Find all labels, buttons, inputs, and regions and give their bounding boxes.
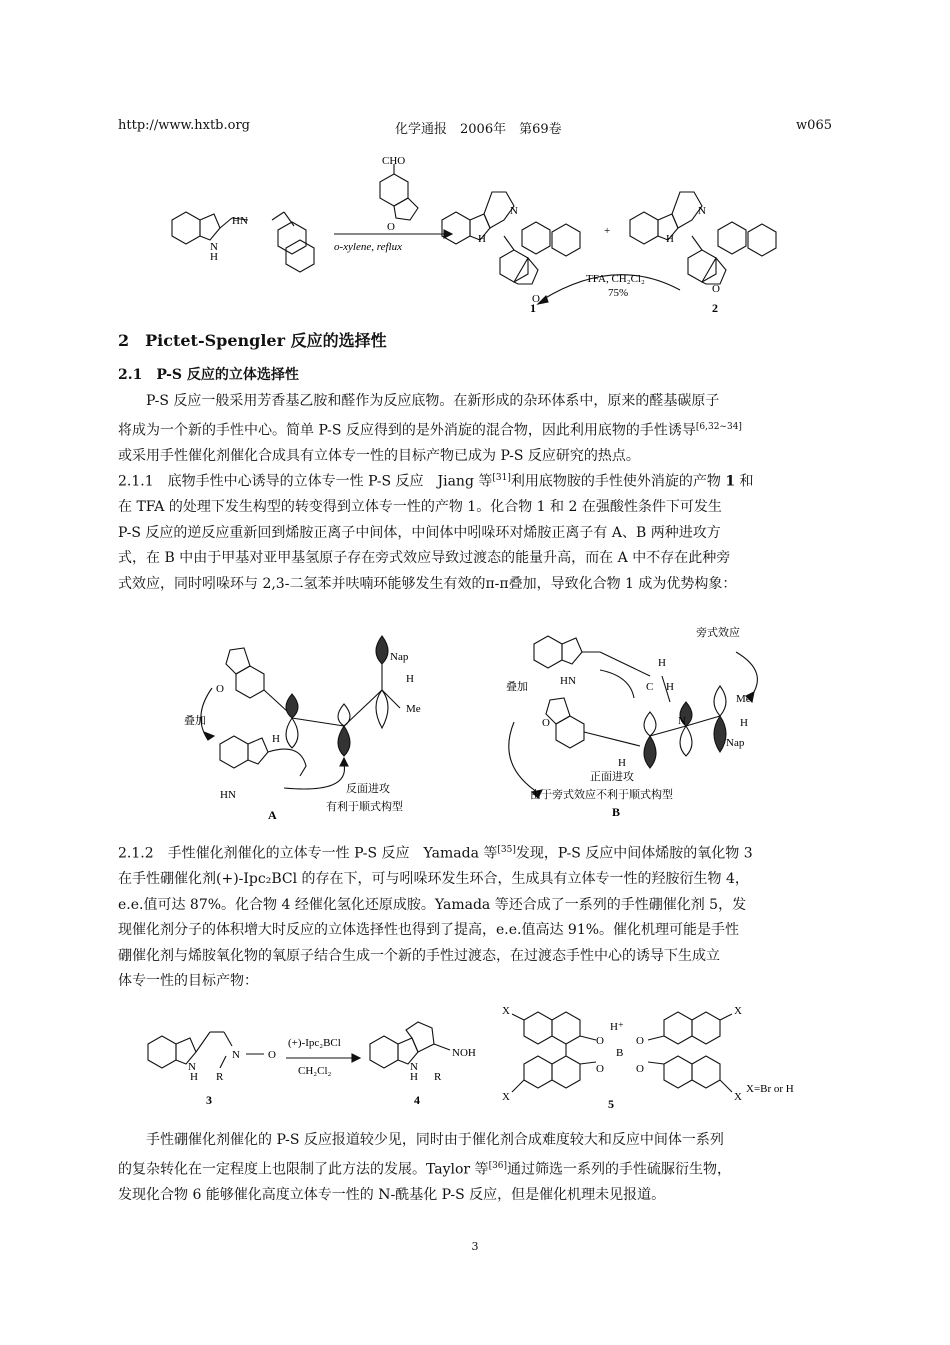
p2-line-3: P-S 反应的逆反应重新回到烯胺正离子中间体，中间体中吲哚环对烯胺正离子有 A、B 两种进攻方 (118, 524, 721, 541)
p4-citation[interactable]: [36] (488, 1160, 508, 1171)
p1-o-label: O (532, 293, 540, 305)
p3-line-4: 现催化剂分子的体积增大时反应的立体选择性也得到了提高，e.e.值高达 91%。催化机理可能是手性 (118, 922, 740, 939)
p3-line-5: 硼催化剂与烯胺氧化物的氧原子结合生成一个新的手性过渡态，在过渡态手性中心的诱导下生成立 (118, 947, 720, 964)
p3-line-1 (118, 838, 832, 867)
a-caption-2: 有利于顺式构型 (326, 801, 403, 813)
b-h3-label: H (740, 717, 748, 729)
p1-h-label: H (478, 233, 486, 245)
c5-x3-label: X (502, 1091, 510, 1103)
b-n-label: N (678, 715, 686, 727)
header-url[interactable]: http://www.hxtb.org (118, 118, 250, 133)
c5-b-label: B (616, 1047, 624, 1059)
p1-line-2-text: 将成为一个新的手性中心。简单 P-S 反应得到的是外消旋的混合物，因此利用底物的手性诱导 (118, 422, 696, 439)
paragraph-3 (118, 838, 832, 995)
section-2-1-title: 2.1 P-S 反应的立体选择性 (118, 367, 299, 383)
p1-citation[interactable]: [6,32~34] (695, 421, 742, 432)
plus-sign: + (604, 225, 611, 237)
c4-n-label: N (410, 1061, 418, 1073)
c3-h-label: H (190, 1071, 198, 1083)
b-caption-1: 正面进攻 (590, 771, 634, 783)
x-definition: X=Br or H (746, 1083, 794, 1095)
p3-line-6: 体专一性的目标产物： (118, 973, 258, 990)
b-h1-label: H (658, 657, 666, 669)
section-2-title: 2 Pictet-Spengler 反应的选择性 (118, 331, 387, 350)
p1-line-3: 或采用手性催化剂催化合成具有立体专一性的目标产物已成为 P-S 反应研究的热点。 (118, 447, 640, 464)
p2-line-2: 在 TFA 的处理下发生构型的转变得到立体专一性的产物 1。化合物 1 和 2 在强酸性条件下可发生 (118, 499, 722, 516)
reagent-label: (+)-Ipc₂BCl (288, 1037, 341, 1049)
c5-hplus-label: H⁺ (610, 1021, 624, 1033)
c5-o2-label: O (636, 1035, 644, 1047)
p2-h-label: H (666, 233, 674, 245)
p3-line-2: 在手性硼催化剂(+)-Ipc₂BCl 的存在下，可与吲哚环发生环合，生成具有立体专一性的羟胺衍生物 4， (118, 871, 749, 888)
a-label: A (268, 808, 277, 822)
compound-2-label: 2 (712, 301, 718, 315)
p4-line-2b: 通过筛选一系列的手性硫脲衍生物， (507, 1161, 732, 1178)
tfa-label: TFA, CH₂Cl₂ (586, 273, 645, 285)
paragraph-2 (118, 466, 832, 597)
a-stack-label: 叠加 (184, 715, 206, 727)
p3-citation[interactable]: [35] (497, 845, 516, 855)
b-caption-2: 由于旁式效应不利于顺式构型 (530, 789, 673, 801)
p3-line-3: e.e.值可达 87%。化合物 4 经催化氢化还原成胺。Yamada 等还合成了一系列的手性硼催化剂 5，发 (118, 896, 747, 913)
c4-noh-label: NOH (452, 1047, 476, 1059)
p4-line-2 (118, 1154, 832, 1183)
b-h4-label: H (618, 757, 626, 769)
a-h-label: H (406, 673, 414, 685)
p1-line-1: P-S 反应一般采用芳香基乙胺和醛作为反应底物。在新形成的杂环体系中，原来的醛基碳原子 (146, 393, 720, 409)
c5-x1-label: X (502, 1005, 510, 1017)
p2-line-1a: 2.1.1 底物手性中心诱导的立体专一性 P-S 反应 Jiang 等 (118, 473, 493, 490)
c3-o-label: O (268, 1049, 276, 1061)
p2-compound-1: 1 (725, 473, 736, 490)
p3-line-1b: 发现，P-S 反应中间体烯胺的氧化物 3 (515, 845, 753, 862)
c3-n-label: N (188, 1061, 196, 1073)
o-label: O (387, 221, 395, 233)
compound-4-label: 4 (414, 1093, 420, 1107)
page-number: 3 (471, 1240, 479, 1253)
b-hn-label: HN (560, 675, 576, 687)
scheme-2 (140, 1000, 820, 1112)
p3-line-1a: 2.1.2 手性催化剂催化的立体专一性 P-S 反应 Yamada 等 (118, 845, 498, 862)
solvent-label: CH₂Cl₂ (298, 1065, 332, 1077)
c5-o3-label: O (596, 1063, 604, 1075)
b-o-label: O (542, 717, 550, 729)
p1-line-2 (118, 415, 832, 444)
c4-h-label: H (410, 1071, 418, 1083)
header-journal: 化学通报 2006年 第69卷 (395, 122, 562, 137)
hn-label: HN (232, 215, 248, 227)
paragraph-1 (118, 389, 832, 469)
b-h2-label: H (666, 681, 674, 693)
p2-n-label: N (698, 205, 706, 217)
b-label: B (612, 805, 621, 819)
c3-n2-label: N (232, 1049, 240, 1061)
a-hn-label: HN (220, 789, 236, 801)
scheme-1 (160, 150, 800, 318)
a-me-label: Me (406, 703, 421, 715)
a-o-label: O (216, 683, 224, 695)
p4-line-1: 手性硼催化剂催化的 P-S 反应报道较少见，同时由于催化剂合成难度较大和反应中间体一系列 (146, 1132, 724, 1148)
c4-r-label: R (434, 1071, 442, 1083)
indole-h-label: H (210, 251, 218, 263)
conditions-label: o-xylene, reflux (334, 241, 402, 253)
figure-transition-states (180, 616, 780, 824)
p4-line-3: 发现化合物 6 能够催化高度立体专一性的 N-酰基化 P-S 反应，但是催化机理未见报道。 (118, 1186, 666, 1203)
yield-label: 75% (608, 287, 629, 299)
paragraph-4 (118, 1128, 832, 1208)
a-h2-label: H (272, 733, 280, 745)
b-gauche-label: 旁式效应 (696, 627, 740, 639)
compound-1-label: 1 (530, 301, 536, 315)
p2-line-1 (118, 466, 832, 495)
p2-o-label: O (712, 283, 720, 295)
p2-line-5: 式效应，同时吲哚环与 2,3-二氢苯并呋喃环能够发生有效的π-π叠加，导致化合物 1 成为优势构象： (118, 575, 737, 592)
header-page-code: w065 (796, 118, 832, 133)
b-nap-label: Nap (726, 737, 745, 749)
compound-5-label: 5 (608, 1097, 614, 1111)
p2-line-4: 式，在 B 中由于甲基对亚甲基氢原子存在旁式效应导致过渡态的能量升高，而在 A 中不存在此种旁 (118, 550, 731, 567)
c3-r-label: R (216, 1071, 224, 1083)
p4-line-2a: 的复杂转化在一定程度上也限制了此方法的发展。Taylor 等 (118, 1161, 489, 1178)
c5-x4-label: X (734, 1091, 742, 1103)
a-nap-label: Nap (390, 651, 409, 663)
indole-n-label: N (210, 241, 218, 253)
p2-citation[interactable]: [31] (492, 473, 511, 483)
c5-o4-label: O (636, 1063, 644, 1075)
b-me-label: Me (736, 693, 751, 705)
b-stack-label: 叠加 (506, 681, 528, 693)
c5-x2-label: X (734, 1005, 742, 1017)
p1-n-label: N (510, 205, 518, 217)
p2-line-1c: 和 (739, 473, 754, 490)
a-caption-1: 反面进攻 (346, 783, 390, 795)
b-c-label: C (646, 681, 654, 693)
c5-o1-label: O (596, 1035, 604, 1047)
cho-label: CHO (382, 155, 406, 167)
compound-3-label: 3 (206, 1093, 212, 1107)
p2-line-1b: 利用底物胺的手性使外消旋的产物 (510, 473, 721, 490)
